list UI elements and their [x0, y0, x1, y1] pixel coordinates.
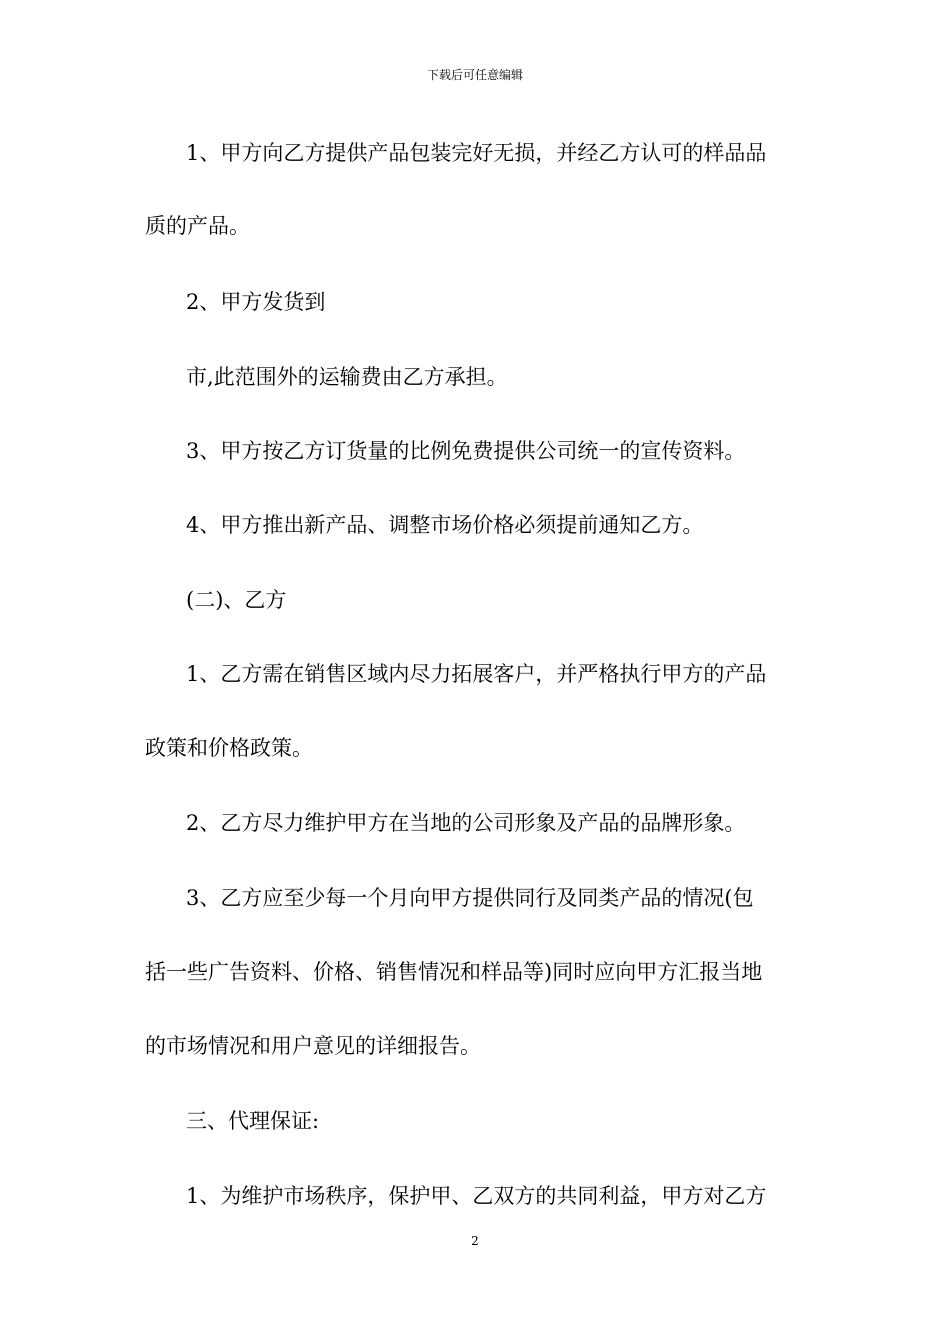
section-heading: (二)、乙方 [186, 588, 287, 612]
paragraph-line: 3、乙方应至少每一个月向甲方提供同行及同类产品的情况(包 [186, 886, 754, 910]
section-heading: 三、代理保证: [186, 1109, 320, 1133]
paragraph-line: 市,此范围外的运输费由乙方承担。 [186, 365, 508, 389]
page-number: 2 [471, 1234, 479, 1248]
paragraph-line: 的市场情况和用户意见的详细报告。 [145, 1034, 481, 1058]
page-header: 下载后可任意编辑 [426, 68, 523, 82]
paragraph-line: 政策和价格政策。 [145, 736, 313, 760]
paragraph-line: 括一些广告资料、价格、销售情况和样品等)同时应向甲方汇报当地 [145, 960, 763, 984]
paragraph-line: 1、为维护市场秩序，保护甲、乙双方的共同利益，甲方对乙方 [186, 1184, 767, 1208]
paragraph-line: 4、甲方推出新产品、调整市场价格必须提前通知乙方。 [186, 513, 704, 537]
paragraph-line: 3、甲方按乙方订货量的比例免费提供公司统一的宣传资料。 [186, 439, 746, 463]
paragraph-line: 1、乙方需在销售区域内尽力拓展客户，并严格执行甲方的产品 [186, 662, 767, 686]
paragraph-line: 质的产品。 [145, 214, 250, 238]
paragraph-line: 2、乙方尽力维护甲方在当地的公司形象及产品的品牌形象。 [186, 811, 746, 835]
paragraph-line: 2、甲方发货到 [186, 290, 326, 314]
paragraph-line: 1、甲方向乙方提供产品包装完好无损，并经乙方认可的样品品 [186, 141, 767, 165]
